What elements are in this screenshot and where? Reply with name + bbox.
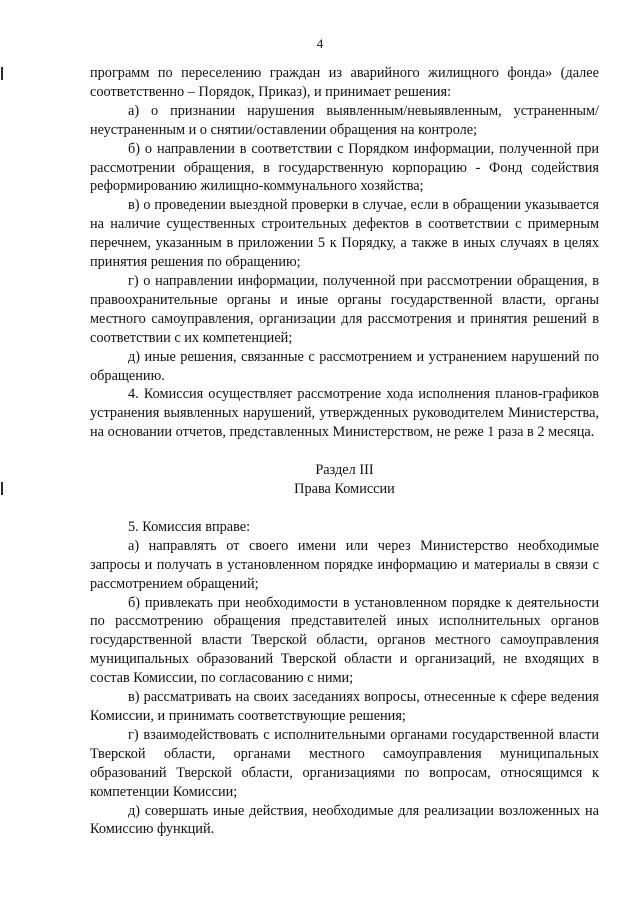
- paragraph: д) иные решения, связанные с рассмотрением и устранением нарушений по обращению.: [90, 348, 599, 384]
- paragraph: а) направлять от своего имени или через Министерство необходимые запросы и получать в установленном порядке информацию и материалы в связи с рассмотрением обращений;: [90, 537, 599, 592]
- scan-edge-mark: [1, 67, 3, 80]
- paragraph: в) рассматривать на своих заседаниях вопросы, отнесенные к сфере ведения Комиссии, и принимать соответствующие решения;: [90, 689, 599, 724]
- paragraph: программ по переселению граждан из аварийного жилищного фонда» (далее соответственно – Порядок, Приказ), и принимает решения:: [90, 65, 599, 100]
- document-body: [90, 64, 599, 839]
- paragraph: б) привлекать при необходимости в установленном порядке к деятельности по рассмотрению обращения представителей иных исполнительных органов государственной власти Тверской области, органов местного самоуправления муниципальных образований Тверской области и организаций, не входящих в состав Комиссии, по согласованию с ними;: [90, 594, 599, 687]
- section-title: Права Комиссии: [294, 481, 395, 498]
- paragraph: а) о признании нарушения выявленным/невыявленным, устраненным/неустраненным и о снятии/оставлении обращения на контроле;: [90, 102, 599, 138]
- paragraph: 5. Комиссия вправе:: [128, 518, 251, 535]
- paragraph: в) о проведении выездной проверки в случае, если в обращении указывается на наличие существенных строительных дефектов в соответствии с примерным перечнем, указанным в приложении 5 к Порядку, а также в иных случаях в целях принятия решения по обращению;: [90, 197, 599, 271]
- paragraph: б) о направлении в соответствии с Порядком информации, полученной при рассмотрении обращения, в государственную корпорацию - Фонд содействия реформированию жилищно-коммунального хозяйства;: [90, 140, 599, 195]
- scan-edge-mark: [1, 482, 3, 495]
- paragraph: д) совершать иные действия, необходимые для реализации возложенных на Комиссию функций.: [90, 802, 599, 838]
- section-number: Раздел III: [315, 462, 374, 479]
- paragraph: г) о направлении информации, полученной при рассмотрении обращения, в правоохранительные органы и иные органы государственной власти, органы местного самоуправления, организации для рассмотрения и принятия решений в соответствии с их компетенцией;: [90, 272, 599, 346]
- page-number: 4: [316, 36, 324, 51]
- paragraph: 4. Комиссия осуществляет рассмотрение хода исполнения планов-графиков устранения выявленных нарушений, утвержденных руководителем Министерства, на основании отчетов, представленных Министерством, не реже 1 раза в 2 месяца.: [90, 386, 599, 441]
- paragraph: г) взаимодействовать с исполнительными органами государственной власти Тверской области, органами местного самоуправления муниципальных образований Тверской области, организациями по вопросам, относящимся к компетенции Комиссии;: [90, 726, 599, 800]
